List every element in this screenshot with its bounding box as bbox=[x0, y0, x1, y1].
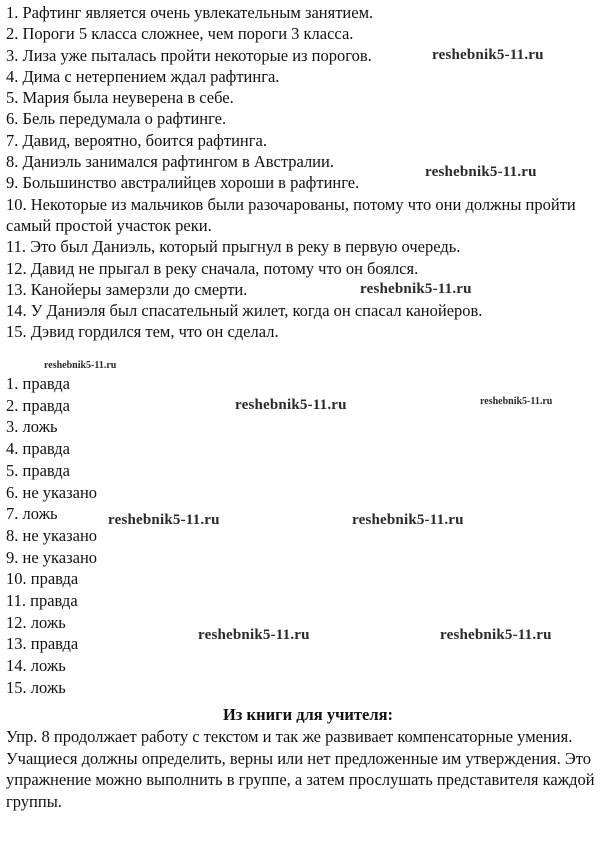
answer-13: 13. правда bbox=[6, 634, 79, 654]
statement-11: 11. Это был Даниэль, который прыгнул в реку в первую очередь. bbox=[6, 237, 461, 257]
watermark: reshebnik5-11.ru bbox=[480, 396, 553, 407]
answer-9: 9. не указано bbox=[6, 547, 98, 567]
answer-8: 8. не указано bbox=[6, 525, 98, 545]
statement-9: 9. Большинство австралийцев хороши в рафтинге. bbox=[6, 173, 360, 193]
answer-7: 7. ложь bbox=[6, 504, 58, 524]
watermark: reshebnik5-11.ru bbox=[360, 281, 472, 297]
statement-5: 5. Мария была неуверена в себе. bbox=[6, 88, 234, 108]
answer-12: 12. ложь bbox=[6, 612, 66, 632]
answer-3: 3. ложь bbox=[6, 417, 58, 437]
watermark: reshebnik5-11.ru bbox=[352, 512, 464, 528]
watermark: reshebnik5-11.ru bbox=[425, 164, 537, 180]
watermark: reshebnik5-11.ru bbox=[235, 397, 347, 413]
answer-14: 14. ложь bbox=[6, 656, 66, 676]
answer-6: 6. не указано bbox=[6, 482, 98, 502]
answers-list bbox=[6, 373, 306, 699]
statement-15: 15. Дэвид гордился тем, что он сделал. bbox=[6, 322, 279, 342]
answer-5: 5. правда bbox=[6, 460, 71, 480]
watermark: reshebnik5-11.ru bbox=[440, 627, 552, 643]
statement-6: 6. Бель передумала о рафтинге. bbox=[6, 109, 227, 129]
statement-12: 12. Давид не прыгал в реку сначала, потому что он боялся. bbox=[6, 258, 419, 278]
statement-8: 8. Даниэль занимался рафтингом в Австралии. bbox=[6, 152, 334, 172]
teacher-book-text: Упр. 8 продолжает работу с текстом и так же развивает компенсаторные умения. Учащиеся должны определить, верны или нет предложенные им утверждения. Это упражнение можно выполнить в группе, а затем прослушать представителя каждой группы. bbox=[6, 727, 595, 811]
answer-11: 11. правда bbox=[6, 591, 78, 611]
statement-2: 2. Пороги 5 класса сложнее, чем пороги 3 класса. bbox=[6, 24, 354, 44]
statement-3: 3. Лиза уже пыталась пройти некоторые из порогов. bbox=[6, 45, 372, 65]
statement-13: 13. Канойеры замерзли до смерти. bbox=[6, 279, 248, 299]
answer-4: 4. правда bbox=[6, 439, 71, 459]
watermark: reshebnik5-11.ru bbox=[44, 360, 117, 371]
answer-10: 10. правда bbox=[6, 569, 79, 589]
answer-1: 1. правда bbox=[6, 374, 71, 393]
statement-14: 14. У Даниэля был спасательный жилет, когда он спасал канойеров. bbox=[6, 301, 483, 321]
statement-4: 4. Дима с нетерпением ждал рафтинга. bbox=[6, 66, 280, 86]
statement-1: 1. Рафтинг является очень увлекательным занятием. bbox=[6, 3, 374, 22]
teacher-book-heading: Из книги для учителя: bbox=[222, 705, 394, 724]
watermark: reshebnik5-11.ru bbox=[198, 627, 310, 643]
watermark: reshebnik5-11.ru bbox=[108, 512, 220, 528]
watermark: reshebnik5-11.ru bbox=[432, 47, 544, 63]
answer-15: 15. ложь bbox=[6, 677, 66, 697]
statement-7: 7. Давид, вероятно, боится рафтинга. bbox=[6, 130, 267, 150]
statement-10: 10. Некоторые из мальчиков были разочарованы, потому что они должны пройти самый простой участок реки. bbox=[6, 194, 576, 235]
answer-2: 2. правда bbox=[6, 395, 71, 415]
